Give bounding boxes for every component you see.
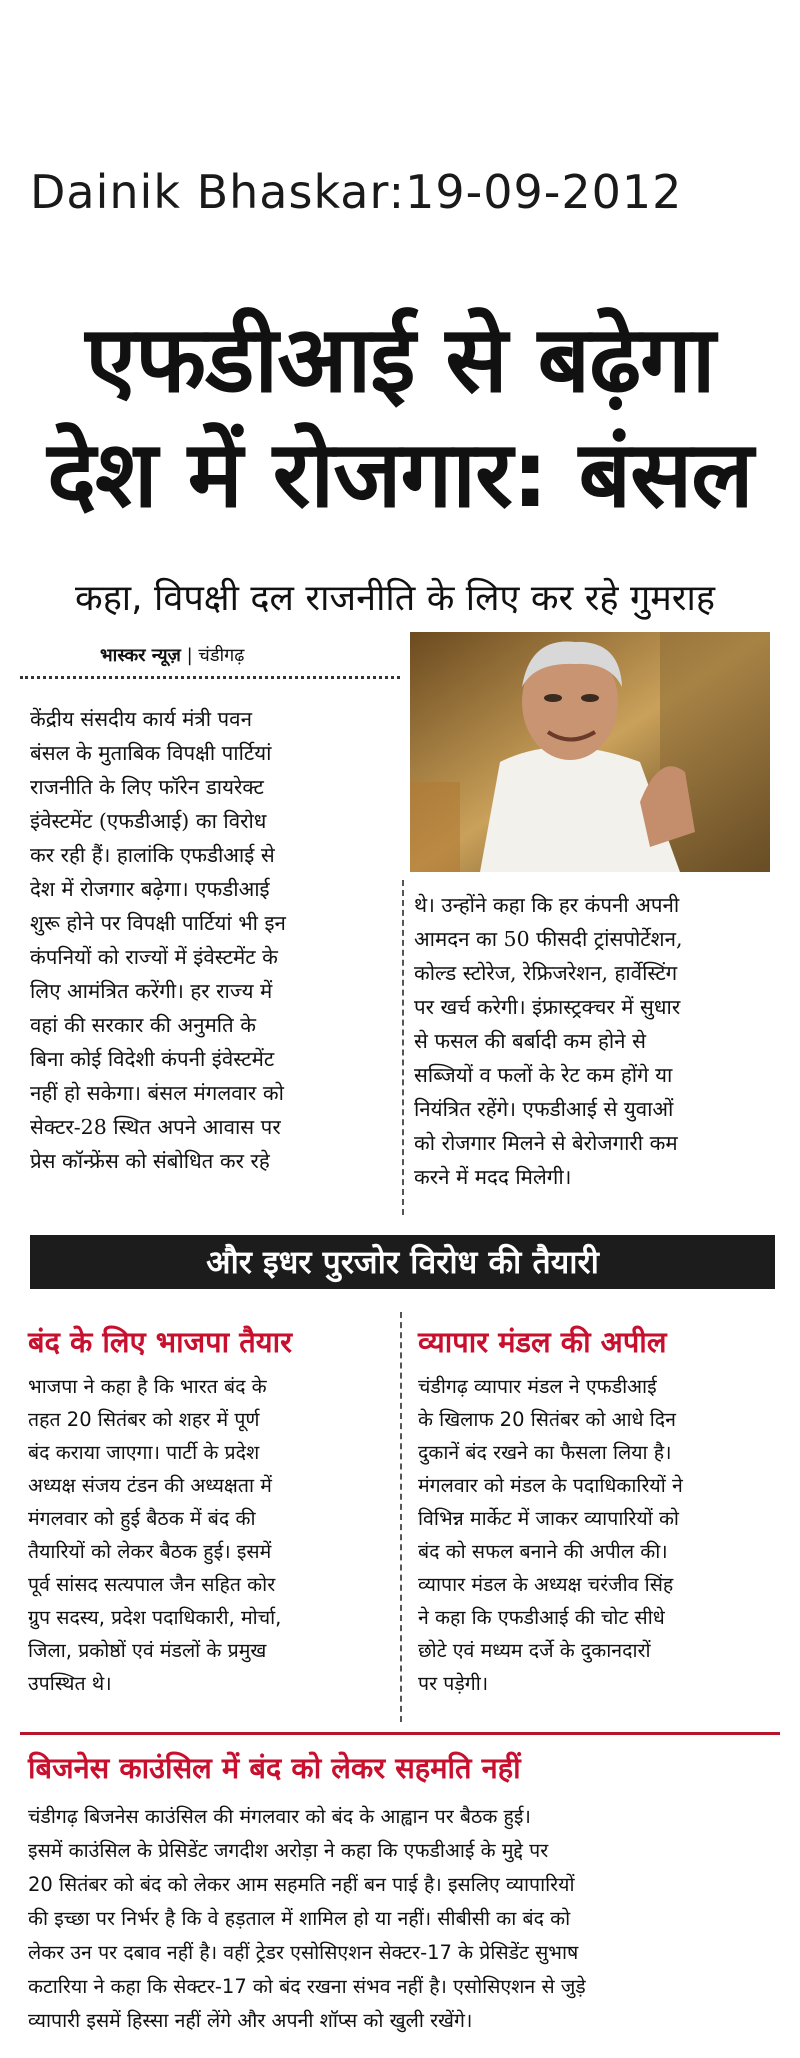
story-line: मंगलवार को हुई बैठक में बंद की <box>28 1507 256 1530</box>
story-line: व्यापार मंडल के अध्यक्ष चरंजीव सिंह <box>418 1573 674 1596</box>
story-line: तहत 20 सितंबर को शहर में पूर्ण <box>28 1408 260 1431</box>
story-line: तैयारियों को लेकर बैठक हुई। इसमें <box>28 1540 272 1563</box>
story-line: बंसल के मुताबिक विपक्षी पार्टियां <box>30 741 272 765</box>
story-line: पूर्व सांसद सत्यपाल जैन सहित कोर <box>28 1573 276 1596</box>
headline-line-1: एफडीआई से बढ़ेगा <box>85 306 715 413</box>
bjp-story-heading: बंद के लिए भाजपा तैयार <box>28 1325 292 1359</box>
story-line: नियंत्रित रहेंगे। एफडीआई से युवाओं <box>414 1097 674 1121</box>
story-line: उपस्थित थे। <box>28 1672 112 1695</box>
main-story-right-column <box>414 888 774 1194</box>
story-line: शुरू होने पर विपक्षी पार्टियां भी इन <box>30 911 286 935</box>
story-line: छोटे एवं मध्यम दर्जे के दुकानदारों <box>418 1639 651 1662</box>
headline-line-2: देश में रोजगार: बंसल <box>47 421 753 528</box>
story-line: लेकर उन पर दबाव नहीं है। वहीं ट्रेडर एसोसिएशन सेक्टर-17 के प्रेसिडेंट सुभाष <box>28 1941 579 1964</box>
story-line: 20 सितंबर को बंद को लेकर आम सहमति नहीं बन पाई है। इसलिए व्यापारियों <box>28 1873 575 1896</box>
story-line: इंवेस्टमेंट (एफडीआई) का विरोध <box>30 809 267 833</box>
byline-city: चंडीगढ़ <box>198 645 245 666</box>
story-line: इसमें काउंसिल के प्रेसिडेंट जगदीश अरोड़ा ने कहा कि एफडीआई के मुद्दे पर <box>28 1839 549 1862</box>
story-line: आमदन का 50 फीसदी ट्रांसपोर्टेशन, <box>414 927 683 951</box>
story-line: बंद को सफल बनाने की अपील की। <box>418 1540 668 1563</box>
story-line: भाजपा ने कहा है कि भारत बंद के <box>28 1375 267 1398</box>
section-banner: और इधर पुरजोर विरोध की तैयारी <box>30 1235 775 1289</box>
story-line: देश में रोजगार बढ़ेगा। एफडीआई <box>30 877 270 901</box>
story-line: विभिन्न मार्केट में जाकर व्यापारियों को <box>418 1507 679 1530</box>
story-line: बिना कोई विदेशी कंपनी इंवेस्टमेंट <box>30 1047 275 1071</box>
byline-separator: | <box>186 645 199 666</box>
story-line: से फसल की बर्बादी कम होने से <box>414 1029 646 1053</box>
bjp-story-body <box>28 1370 393 1700</box>
story-line: केंद्रीय संसदीय कार्य मंत्री पवन <box>30 707 252 731</box>
story-line: सब्जियों व फलों के रेट कम होंगे या <box>414 1063 673 1087</box>
traders-story-body <box>418 1370 780 1700</box>
story-line: प्रेस कॉन्फ्रेंस को संबोधित कर रहे <box>30 1149 270 1173</box>
traders-story-heading: व्यापार मंडल की अपील <box>418 1325 667 1359</box>
source-date-line: Dainik Bhaskar:19-09-2012 <box>30 165 683 219</box>
story-line: राजनीति के लिए फॉरेन डायरेक्ट <box>30 775 264 799</box>
story-line: कोल्ड स्टोरेज, रेफ्रिजरेशन, हार्वेस्टिंग <box>414 961 678 985</box>
story-line: दुकानें बंद रखने का फैसला लिया है। <box>418 1441 672 1464</box>
byline <box>100 643 244 667</box>
story-line: पर खर्च करेगी। इंफ्रास्ट्रक्चर में सुधार <box>414 995 681 1019</box>
section-rule <box>20 1732 780 1735</box>
byline-agency: भास्कर न्यूज़ <box>100 645 181 666</box>
story-line: ने कहा कि एफडीआई की चोट सीधे <box>418 1606 665 1629</box>
story-line: को रोजगार मिलने से बेरोजगारी कम <box>414 1131 678 1155</box>
story-line: थे। उन्होंने कहा कि हर कंपनी अपनी <box>414 893 680 917</box>
story-line: कटारिया ने कहा कि सेक्टर-17 को बंद रखना संभव नहीं है। एसोसिएशन से जुड़े <box>28 1975 586 1998</box>
story-line: कर रही हैं। हालांकि एफडीआई से <box>30 843 275 867</box>
story-line: कंपनियों को राज्यों में इंवेस्टमेंट के <box>30 945 278 969</box>
story-line: चंडीगढ़ व्यापार मंडल ने एफडीआई <box>418 1375 657 1398</box>
story-line: ग्रुप सदस्य, प्रदेश पदाधिकारी, मोर्चा, <box>28 1606 282 1629</box>
story-line: बंद कराया जाएगा। पार्टी के प्रदेश <box>28 1441 260 1464</box>
story-line: के खिलाफ 20 सितंबर को आधे दिन <box>418 1408 676 1431</box>
column-divider <box>402 880 404 1215</box>
news-photo <box>410 632 770 872</box>
story-line: लिए आमंत्रित करेंगी। हर राज्य में <box>30 979 273 1003</box>
story-line: करने में मदद मिलेगी। <box>414 1165 572 1189</box>
council-story-heading: बिजनेस काउंसिल में बंद को लेकर सहमति नहीं <box>28 1751 521 1785</box>
subheadline: कहा, विपक्षी दल राजनीति के लिए कर रहे गुमराह <box>75 578 715 619</box>
story-line: जिला, प्रकोष्ठों एवं मंडलों के प्रमुख <box>28 1639 267 1662</box>
story-line: चंडीगढ़ बिजनेस काउंसिल की मंगलवार को बंद के आह्वान पर बैठक हुई। <box>28 1805 531 1828</box>
story-line: मंगलवार को मंडल के पदाधिकारियों ने <box>418 1474 683 1497</box>
story-line: की इच्छा पर निर्भर है कि वे हड़ताल में शामिल हो या नहीं। सीबीसी का बंद को <box>28 1907 571 1930</box>
byline-divider <box>20 676 400 679</box>
story-line: पर पड़ेगी। <box>418 1672 489 1695</box>
main-story-left-column <box>30 702 390 1178</box>
story-line: व्यापारी इसमें हिस्सा नहीं लेंगे और अपनी शॉप्स को खुली रखेंगे। <box>28 2009 473 2032</box>
portrait-illustration <box>410 632 770 872</box>
story-line: नहीं हो सकेगा। बंसल मंगलवार को <box>30 1081 284 1105</box>
council-story-body <box>28 1800 780 2038</box>
story-line: सेक्टर-28 स्थित अपने आवास पर <box>30 1115 281 1139</box>
column-divider <box>400 1312 402 1722</box>
story-line: अध्यक्ष संजय टंडन की अध्यक्षता में <box>28 1474 272 1497</box>
story-line: वहां की सरकार की अनुमति के <box>30 1013 256 1037</box>
